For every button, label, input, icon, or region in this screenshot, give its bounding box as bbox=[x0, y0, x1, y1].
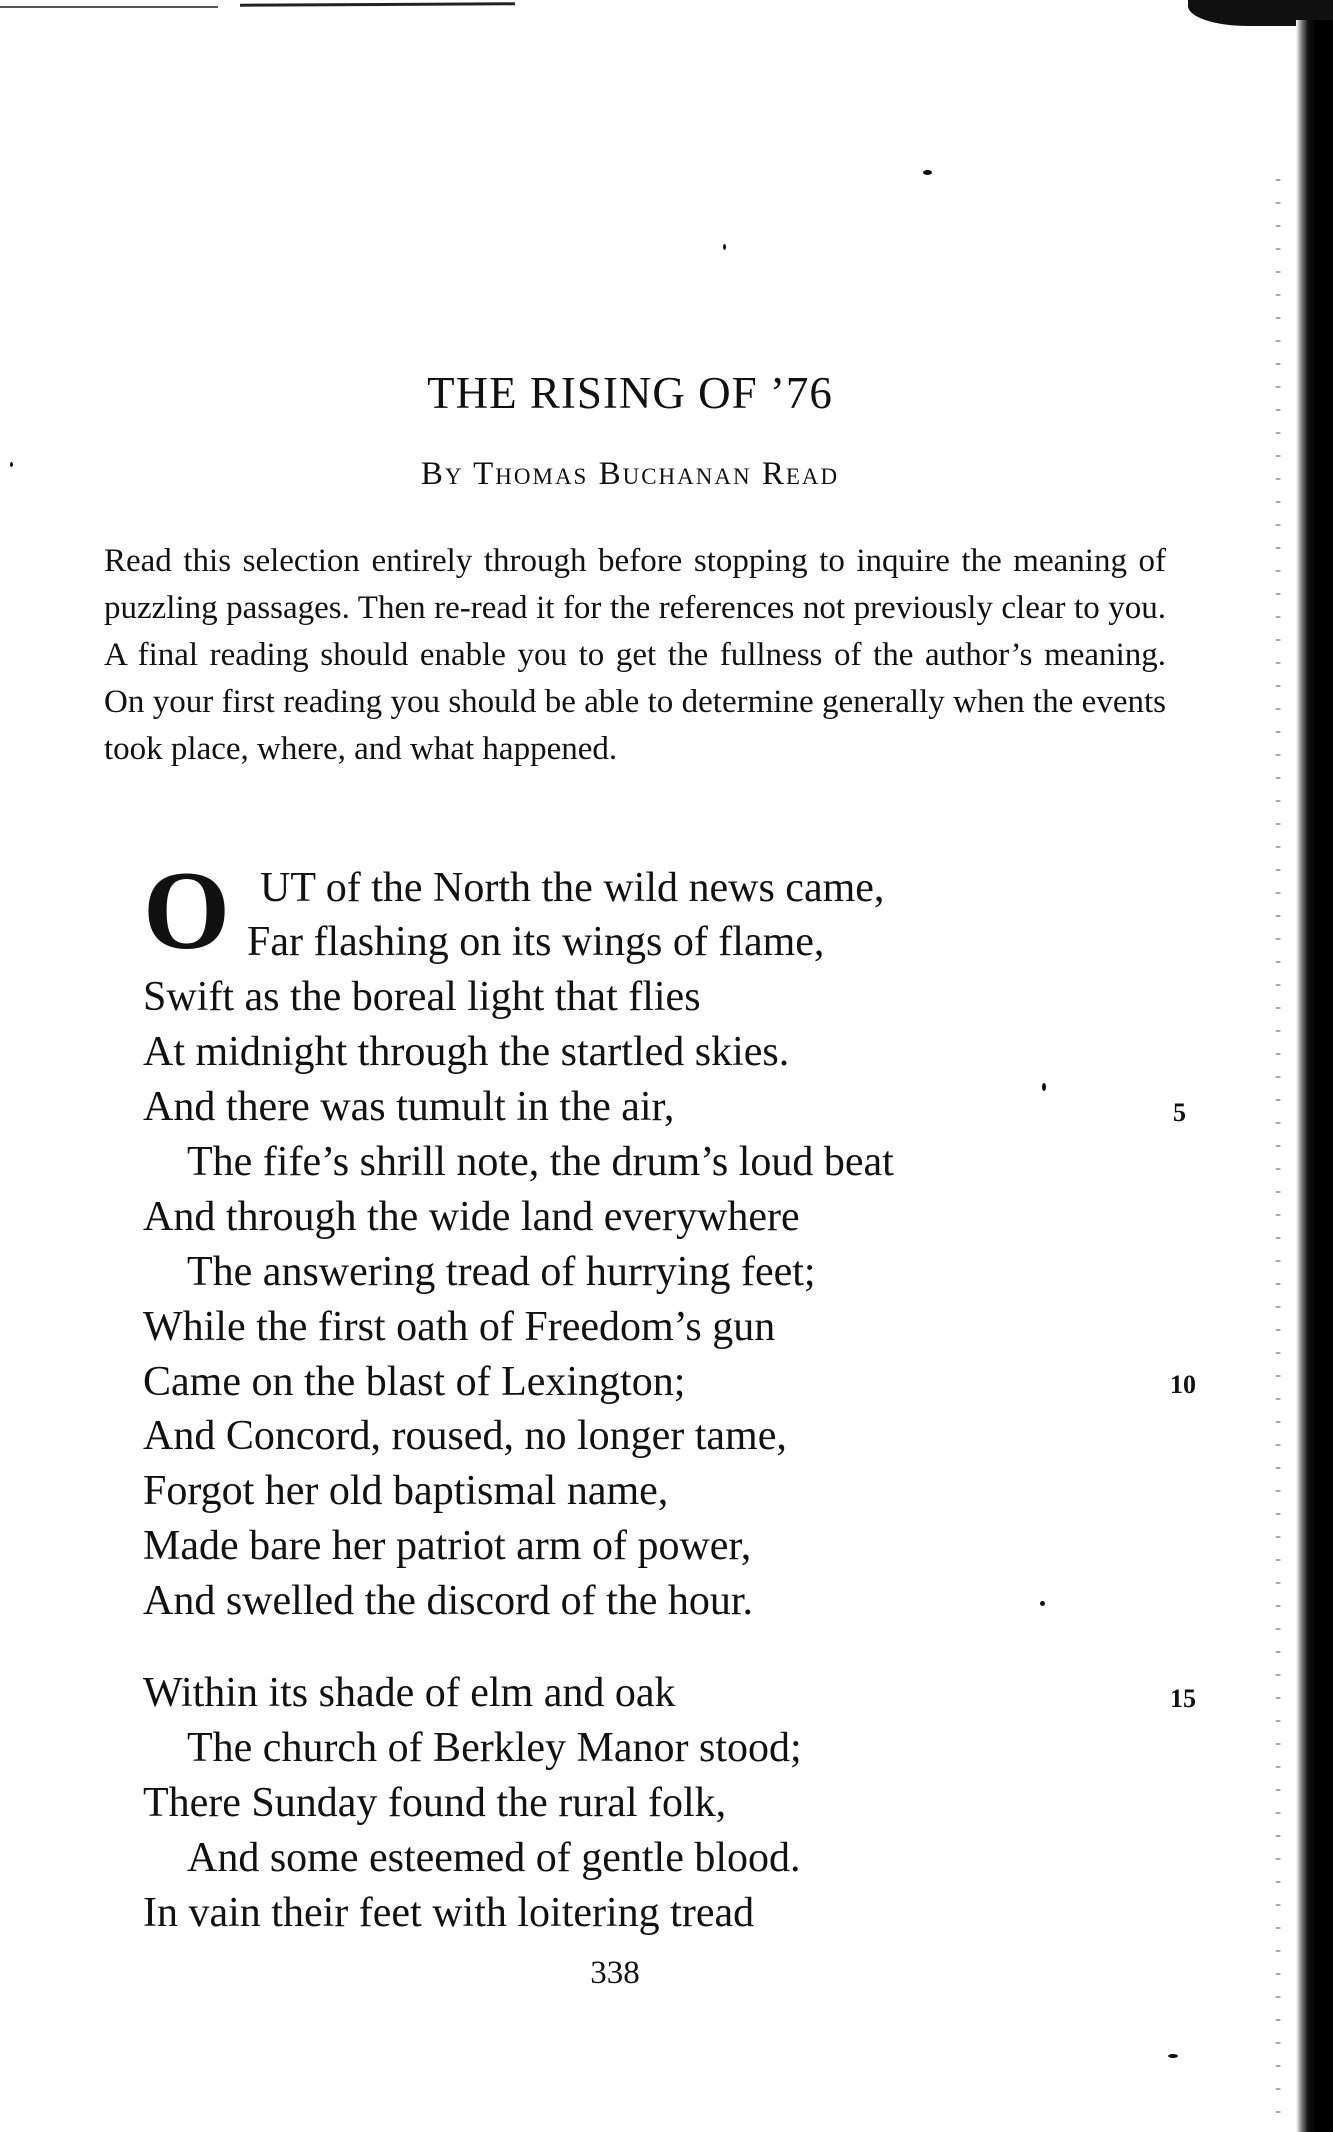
poem-line: And through the wide land everywhere bbox=[143, 1194, 800, 1240]
line-number: 15 bbox=[1170, 1684, 1196, 1713]
scan-speck bbox=[1040, 1601, 1045, 1606]
poem-line: Far flashing on its wings of flame, bbox=[247, 919, 825, 965]
poem-line: Came on the blast of Lexington; bbox=[143, 1359, 686, 1405]
page-gutter-shadow bbox=[1296, 20, 1333, 2132]
poem-line: And Concord, roused, no longer tame, bbox=[143, 1413, 787, 1459]
drop-cap: O bbox=[143, 849, 231, 973]
poem-line: Swift as the boreal light that flies bbox=[143, 974, 701, 1020]
line-number: 10 bbox=[1170, 1370, 1196, 1399]
scan-speck bbox=[1168, 2054, 1178, 2058]
scan-speck bbox=[923, 170, 932, 175]
poem-line: The church of Berkley Manor stood; bbox=[187, 1725, 802, 1771]
poem-line: And there was tumult in the air, bbox=[143, 1084, 675, 1130]
poem-line: The fife’s shrill note, the drum’s loud beat bbox=[187, 1139, 894, 1185]
scan-speck bbox=[1042, 1083, 1046, 1091]
poem-byline: By Thomas Buchanan Read bbox=[420, 456, 840, 492]
poem-line: At midnight through the startled skies. bbox=[143, 1029, 790, 1075]
poem-line: And some esteemed of gentle blood. bbox=[187, 1835, 801, 1881]
scan-edge-rule bbox=[240, 2, 515, 6]
reading-instructions: Read this selection entirely through before stopping to inquire the meaning of puzzling passages. Then re-read it for the references not previously clear to you. A final reading should enable you to get the fullness of the author’s meaning. On your first reading you should be able to determine generally when the events took place, where, and what happened. bbox=[104, 543, 1166, 767]
gutter-specks bbox=[1266, 170, 1290, 2120]
line-number: 5 bbox=[1173, 1098, 1186, 1127]
poem-line: And swelled the discord of the hour. bbox=[143, 1578, 754, 1624]
poem-line: Made bare her patriot arm of power, bbox=[143, 1523, 752, 1569]
poem-line: While the first oath of Freedom’s gun bbox=[143, 1304, 776, 1350]
poem-line: UT of the North the wild news came, bbox=[260, 865, 885, 911]
poem-line: Forgot her old baptismal name, bbox=[143, 1468, 669, 1514]
poem-line: There Sunday found the rural folk, bbox=[143, 1780, 727, 1826]
poem-title: THE RISING OF ’76 bbox=[427, 368, 833, 418]
poem-line: In vain their feet with loitering tread bbox=[143, 1890, 755, 1936]
page-number: 338 bbox=[590, 1955, 640, 1991]
poem-line: The answering tread of hurrying feet; bbox=[187, 1249, 816, 1295]
poem-line: Within its shade of elm and oak bbox=[143, 1670, 676, 1716]
scan-edge-rule bbox=[0, 6, 218, 8]
scan-speck bbox=[723, 244, 726, 250]
